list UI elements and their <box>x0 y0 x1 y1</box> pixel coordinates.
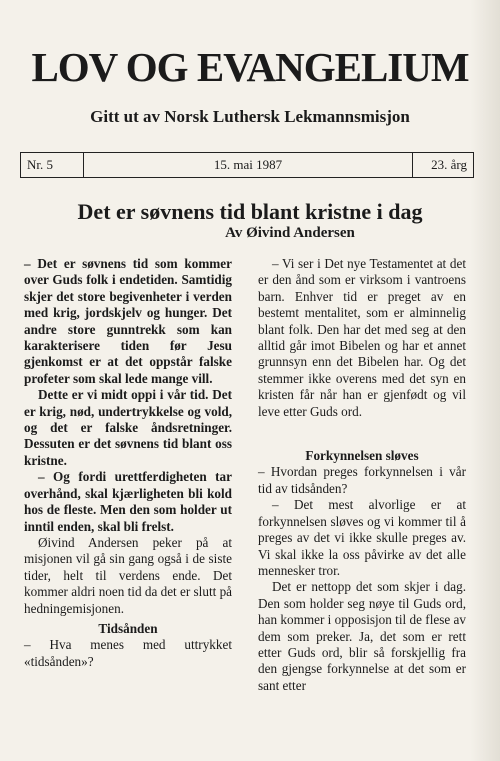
issue-volume: 23. årg <box>412 153 473 177</box>
article-paragraph: – Vi ser i Det nye Testamentet at det er den ånd som er virksom i vantroens barn. Enhver tid er preget av en bestemt mentalitet, som er alminnelig blant folk. Den har det med seg at den alltid går imot Bibelen og har et annet grunnsyn enn det Bibelen har. Og det stemmer ikke overens med det syn en kristen får når han er gjenfødt og vil leve etter Guds ord. <box>258 256 466 419</box>
article-paragraph: – Det er søvnens tid som kommer over Guds folk i endetiden. Samtidig skjer det store begivenheter i verden med krig, jordskjelv og hunger. Det andre store gunntrekk som kan karakterisere tiden før Jesu gjenkomst er at det oppstår falske profeter som skal lede mange vill. <box>24 256 232 386</box>
masthead-subtitle: Gitt ut av Norsk Luthersk Lekmannsmisjon <box>90 107 410 126</box>
article-paragraph: – Og fordi urettferdigheten tar overhånd, skal kjærligheten bli kold hos de fleste. Men den som holder ut inntil enden, skal bli frelst. <box>24 469 232 534</box>
issue-number: Nr. 5 <box>21 153 84 177</box>
article-paragraph: – Det mest alvorlige er at forkynnelsen sløves og vi kommer til å preges av det vi ikke skulle preges av. Vi skal ikke la oss påvirke av det alle mennesker tror. <box>258 497 466 578</box>
section-subheading: Tidsånden <box>98 620 158 636</box>
issue-info-bar <box>20 152 474 178</box>
article-paragraph: – Hva menes med uttrykket «tidsånden»? <box>24 637 232 669</box>
article-paragraph: Dette er vi midt oppi i vår tid. Det er krig, nød, undertrykkelse og vold, og det er falske åndsretninger. Dessuten er det søvnens tid blant oss kristne. <box>24 387 232 468</box>
article-byline: Av Øivind Andersen <box>225 225 355 241</box>
article-paragraph: Det er nettopp det som skjer i dag. Den som holder seg nøye til Guds ord, han kommer i opposisjon til de flese av dem som preker. Ja, det som er rett etter Guds ord, blir så forskjellig fra den gjengse forkynnelse at det som er sant etter <box>258 579 466 693</box>
article-paragraph: – Hvordan preges forkynnelsen i vår tid av tidsånden? <box>258 464 466 496</box>
article-left-column <box>24 256 232 670</box>
masthead-title: LOV OG EVANGELIUM <box>31 44 469 90</box>
article-headline: Det er søvnens tid blant kristne i dag <box>77 199 423 224</box>
article-right-column <box>258 256 466 694</box>
article-paragraph: Øivind Andersen peker på at misjonen vil gå sin gang også i de siste tider, helt til verdens ende. Det kommer aldri noen tid da det er slutt på hedningemisjonen. <box>24 534 233 616</box>
section-subheading: Forkynnelsen sløves <box>305 448 419 464</box>
issue-date: 15. mai 1987 <box>213 157 283 172</box>
